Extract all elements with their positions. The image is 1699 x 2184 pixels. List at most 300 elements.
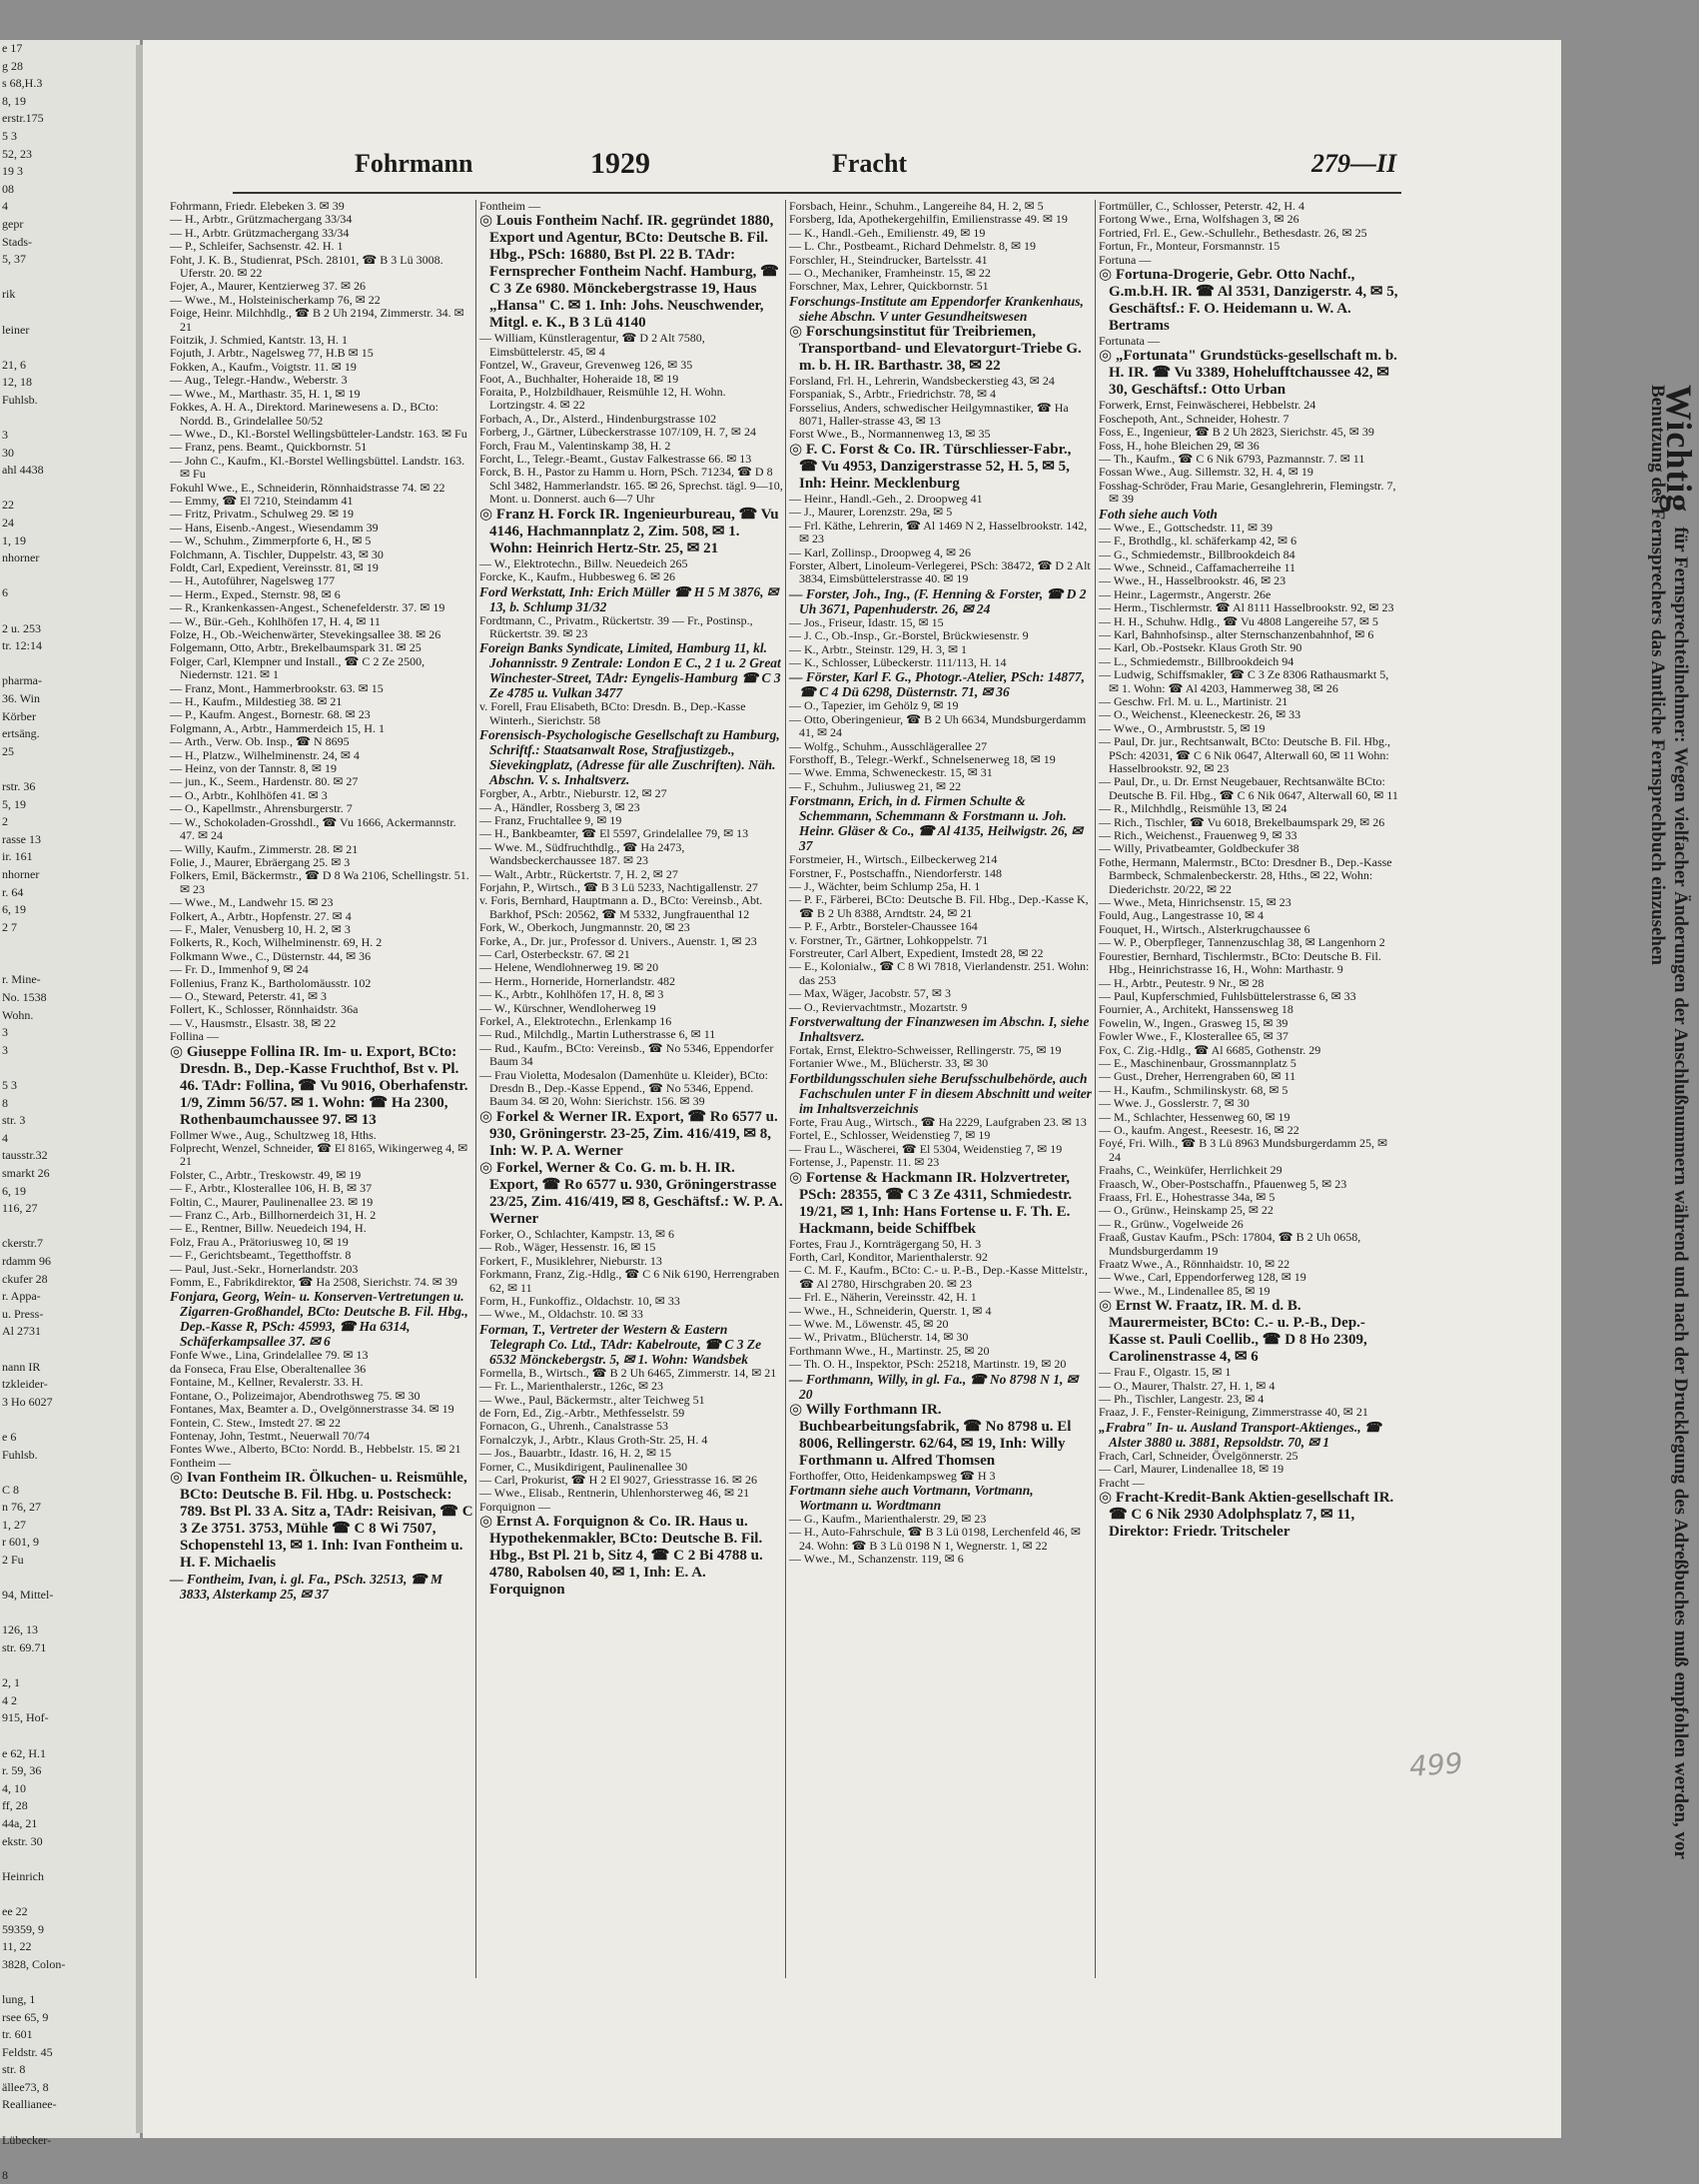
margin-fragment: str. 8 — [2, 2062, 26, 2077]
directory-entry: — Th. O. H., Inspektor, PSch: 25218, Martinstr. 19, ✉ 20 — [789, 1357, 1067, 1372]
directory-entry: — Karl, Zollinsp., Droopweg 4, ✉ 26 — [789, 545, 972, 559]
margin-fragment: 11, 22 — [2, 1939, 32, 1954]
margin-fragment: ee 22 — [2, 1903, 28, 1918]
margin-fragment: leiner — [2, 322, 30, 337]
directory-entry: Forcht, L., Telegr.-Beamt., Gustav Falkestrasse 66. ✉ 13 — [479, 452, 752, 467]
directory-entry: — Rich., Tischler, ☎ Vu 6018, Brekelbaumspark 29, ✉ 26 — [1099, 814, 1385, 829]
directory-entry: — Wwe., Schneid., Caffamacherreihe 11 — [1099, 559, 1296, 574]
directory-entry: — Herm., Exped., Sternstr. 98, ✉ 6 — [170, 586, 341, 601]
margin-fragment: gepr — [2, 216, 24, 231]
margin-fragment: tr. 12:14 — [2, 638, 43, 653]
directory-entry: Fortun, Fr., Monteur, Forsmannstr. 15 — [1099, 239, 1280, 254]
directory-entry: — Willy, Privatbeamter, Goldbeckufer 38 — [1099, 841, 1299, 856]
directory-entry: — Fr. D., Immenhof 9, ✉ 24 — [170, 962, 309, 977]
margin-fragment — [0, 760, 140, 778]
directory-entry: Fornalczyk, J., Arbtr., Klaus Groth-Str. 25, H. 4 — [479, 1432, 708, 1447]
directory-entry: — Geschw. Frl. M. u. L., Martinistr. 21 — [1099, 693, 1288, 708]
directory-entry: — Wwe., Elisab., Rentnerin, Uhlenhorsterweg 46, ✉ 21 — [479, 1486, 750, 1501]
directory-entry: Follenius, Franz K., Bartholomäusstr. 102 — [170, 975, 372, 990]
directory-entry: Forberg, J., Gärtner, Lübeckerstrasse 107/109, H. 7, ✉ 24 — [479, 425, 756, 440]
directory-entry: Fontein, C. Stew., Imstedt 27. ✉ 22 — [170, 1415, 341, 1430]
directory-entry: Fould, Aug., Langestrasse 10, ✉ 4 — [1099, 908, 1265, 923]
directory-entry: Forker, O., Schlachter, Kampstr. 13, ✉ 6 — [479, 1226, 675, 1241]
header-year: 1929 — [590, 147, 650, 180]
directory-entry: — Wwe., E., Gottschedstr. 11, ✉ 39 — [1099, 520, 1274, 535]
directory-entry: Fourestier, Bernhard, Tischlermstr., BCto: Deutsche B. Fil. Hbg., Heinrichstrasse 16, H., Wohn: Marthastr. 9 — [1099, 948, 1381, 977]
margin-fragment: str. 69.71 — [2, 1640, 47, 1655]
margin-fragment: 44a, 21 — [2, 1815, 38, 1830]
column-2 — [479, 200, 783, 1978]
margin-fragment: 5 3 — [2, 128, 17, 143]
directory-entry: Folchmann, A. Tischler, Duppelstr. 43, ✉ 30 — [170, 546, 384, 561]
directory-entry: — Paul, Just.-Sekr., Hornerlandstr. 203 — [170, 1261, 359, 1276]
directory-entry: Fork, W., Oberkoch, Jungmannstr. 20, ✉ 23 — [479, 920, 690, 935]
notice-text-block — [1646, 385, 1699, 1863]
margin-fragment — [0, 954, 140, 972]
directory-entry: — Franz, Mont., Hammerbrookstr. 63. ✉ 15 — [170, 680, 384, 695]
directory-entry: Forschner, Max, Lehrer, Quickbornstr. 51 — [789, 279, 989, 294]
margin-fragment: 22 — [2, 498, 14, 513]
directory-entry: Forstreuter, Carl Albert, Expedient, Imstedt 28, ✉ 22 — [789, 946, 1044, 961]
margin-fragment: r. 64 — [2, 884, 24, 899]
margin-fragment: ckerstr.7 — [2, 1236, 43, 1251]
directory-entry: — Heinz, von der Tannstr. 8, ✉ 19 — [170, 761, 337, 776]
directory-entry: — Paul, Dr. jur., Rechtsanwalt, BCto: Deutsche B. Fil. Hbg., PSch: 42031, ☎ C 6 Nik 0647, Alterwall 60, ✉ 11 Wohn: Hasselbrookstr. 92, ✉ 23 — [1099, 734, 1390, 775]
directory-entry: — Otto, Oberingenieur, ☎ B 2 Uh 6634, Mundsburgerdamm 41, ✉ 24 — [789, 711, 1087, 740]
directory-entry-firm: ◎ Ernst A. Forquignon & Co. IR. Haus u. Hypothekenmakler, BCto: Deutsche B. Fil. Hbg., Bst Pl. 21 b, Sitz 4, ☎ C 2 Bi 4788 u. 4780, Rabolsen 40, ✉ 1, Inh: E. A. Forquignon — [479, 1514, 763, 1599]
directory-entry: — Wwe., M., Landwehr 15. ✉ 23 — [170, 895, 334, 910]
margin-fragment: 19 3 — [2, 164, 23, 179]
margin-fragment: 2 Fu — [2, 1553, 24, 1568]
directory-entry: — J. C., Ob.-Insp., Gr.-Borstel, Brückwiesenstr. 9 — [789, 628, 1029, 643]
directory-entry: Foltin, C., Maurer, Paulinenallee 23. ✉ 19 — [170, 1194, 374, 1209]
directory-entry: Fontheim — — [170, 1455, 232, 1470]
directory-entry: — jun., K., Seem., Hardenstr. 80. ✉ 27 — [170, 774, 359, 789]
directory-entry: Forch, Frau M., Valentinskamp 38, H. 2 — [479, 438, 671, 453]
directory-entry: — Wwe., M., Schanzenstr. 119, ✉ 6 — [789, 1552, 964, 1567]
margin-fragment: rstr. 36 — [2, 778, 36, 793]
directory-entry: — H., Arbtr., Grützmachergang 33/34 — [170, 212, 353, 227]
margin-fragment: Wohn. — [2, 1007, 34, 1022]
directory-entry: Folkers, Emil, Bäckermstr., ☎ D 8 Wa 2106, Schellingstr. 51. ✉ 23 — [170, 868, 469, 896]
directory-entry: Fraaß, Gustav Kaufm., PSch: 17804, ☎ B 2 Uh 0658, Mundsburgerdamm 19 — [1099, 1230, 1361, 1258]
directory-entry: — L. Chr., Postbeamt., Richard Dehmelstr. 8, ✉ 19 — [789, 239, 1037, 254]
directory-entry: — W., Kürschner, Wendloherweg 19 — [479, 1000, 656, 1015]
directory-entry: — Wwe., Meta, Hinrichsenstr. 15, ✉ 23 — [1099, 895, 1291, 910]
margin-fragment: smarkt 26 — [2, 1166, 50, 1180]
directory-entry: — O., Steward, Peterstr. 41, ✉ 3 — [170, 988, 328, 1003]
directory-entry: Forschler, H., Steindrucker, Bartelsstr. 41 — [789, 252, 988, 267]
directory-entry: Form, H., Funkoffiz., Oldachstr. 10, ✉ 33 — [479, 1293, 680, 1308]
directory-entry: Folkmann Wwe., C., Düsternstr. 44, ✉ 36 — [170, 948, 372, 963]
directory-entry-highlight: Forstmann, Erich, in d. Firmen Schulte & Schemmann, Schemmann & Forstmann u. Joh. Heinr. Gläser & Co., ☎ Al 4135, Heilwigstr. 26, ✉ 37 — [789, 793, 1083, 854]
directory-entry: Folger, Carl, Klempner und Install., ☎ C 2 Ze 2500, Niedernstr. 121. ✉ 1 — [170, 653, 425, 682]
directory-entry: Folkerts, R., Koch, Wilhelminenstr. 69, H. 2 — [170, 935, 383, 950]
directory-entry: — Fr. L., Marienthalerstr., 126c, ✉ 23 — [479, 1379, 664, 1394]
directory-entry: Forstner, F., Postschaffn., Niendorferstr. 148 — [789, 865, 1002, 880]
directory-entry: Forck, B. H., Pastor zu Hamm u. Horn, PSch. 71234, ☎ D 8 Schl 3482, Hammerlandstr. 165. ✉ 26, Sprechst. tägl. 9—10, Mont. u. Donnerst. auch 6—7 Uhr — [479, 465, 783, 507]
margin-fragment — [0, 1341, 140, 1359]
directory-entry: Forwerk, Ernst, Feinwäscherei, Hebbelstr. 24 — [1099, 398, 1316, 413]
margin-fragment: ällee73, 8 — [2, 2079, 49, 2094]
directory-entry: Forsselius, Anders, schwedischer Heilgymnastiker, ☎ Ha 8071, Haller-strasse 43, ✉ 13 — [789, 400, 1069, 429]
directory-entry: — K., Arbtr., Kohlhöfen 17, H. 8, ✉ 3 — [479, 987, 664, 1002]
directory-entry: Fouquet, H., Wirtsch., Alsterkrugchaussee 6 — [1099, 921, 1310, 936]
margin-fragment: nann IR — [2, 1359, 41, 1374]
directory-entry: — Wolfg., Schuhm., Ausschlägerallee 27 — [789, 738, 988, 753]
margin-fragment: 5, 19 — [2, 796, 26, 811]
margin-fragment — [0, 269, 140, 287]
margin-fragment — [0, 1605, 140, 1623]
margin-fragment: lung, 1 — [2, 1991, 36, 2006]
directory-entry: — Wwe., M., Lindenallee 85, ✉ 19 — [1099, 1283, 1271, 1298]
directory-entry: Fracht — — [1099, 1475, 1145, 1490]
directory-entry: — Heinr., Handl.-Geh., 2. Droopweg 41 — [789, 491, 983, 506]
margin-fragment — [0, 2149, 140, 2167]
margin-fragment: C 8 — [2, 1482, 20, 1497]
margin-fragment — [0, 339, 140, 357]
directory-page — [143, 40, 1699, 2138]
directory-entry: — M., Schlachter, Hessenweg 60, ✉ 19 — [1099, 1109, 1290, 1124]
directory-entry-firm: ◎ Franz H. Forck IR. Ingenieurbureau, ☎ Vu 4146, Hachmannplatz 2, Zim. 508, ✉ 1. Wohn: Heinrich Hertz-Str. 25, ✉ 21 — [479, 506, 779, 556]
margin-fragment: 8, 19 — [2, 93, 26, 108]
directory-entry: — Frl. Käthe, Lehrerin, ☎ Al 1469 N 2, Hasselbrookstr. 142, ✉ 23 — [789, 518, 1088, 546]
notice-body: für Fernsprechteilnehmer: Wegen vielfacher Änderungen der Anschlußnummern während und nach der Drucklegung des Adreßbuches muß empfohlen werden, vor Benutzung des Fernsprechers das Amtliche Fernsprechbuch einzusehen — [1647, 385, 1691, 1859]
directory-entry: — W., Privatm., Blücherstr. 14, ✉ 30 — [789, 1330, 969, 1345]
column-4 — [1099, 200, 1398, 1978]
margin-fragment: 3 Ho 6027 — [2, 1394, 53, 1409]
directory-entry: Fossan Wwe., Aug. Sillemstr. 32, H. 4, ✉ 19 — [1099, 465, 1313, 480]
directory-entry: Forthoffer, Otto, Heidenkampsweg ☎ H 3 — [789, 1468, 996, 1483]
directory-entry-highlight: Foreign Banks Syndicate, Limited, Hamburg 11, kl. Johannisstr. 9 Zentrale: London E C., 2 1 u. 2 Great Winchester-Street, TAdr: Eyngelis-Hamburg ☎ C 3 Ze 4785 u. Vulkan 3477 — [479, 640, 781, 701]
margin-fragment: n 76, 27 — [2, 1500, 41, 1515]
directory-entry: — F., Maler, Venusberg 10, H. 2, ✉ 3 — [170, 921, 351, 936]
directory-entry: — H., Kaufm., Mildestieg 38. ✉ 21 — [170, 694, 343, 709]
directory-entry: Fonfe Wwe., Lina, Grindelallee 79. ✉ 13 — [170, 1348, 369, 1363]
directory-entry: — F., Arbtr., Klosterallee 106, H. B, ✉ 37 — [170, 1181, 373, 1196]
margin-fragment: 8 — [2, 2167, 8, 2182]
directory-entry: Fortunata — — [1099, 334, 1160, 349]
directory-entry: Forth, Carl, Konditor, Marienthalerstr. 92 — [789, 1249, 988, 1264]
directory-entry: Fokuhl Wwe., E., Schneiderin, Rönnhaidstrasse 74. ✉ 22 — [170, 480, 445, 495]
margin-fragment: 6 — [2, 585, 8, 600]
directory-entry: Fortes, Frau J., Kornträgergang 50, H. 3 — [789, 1236, 982, 1251]
margin-fragment: Reallianee- — [2, 2097, 57, 2112]
directory-entry: — H., Auto-Fahrschule, ☎ B 3 Lü 0198, Lerchenfeld 46, ✉ 24. Wohn: ☎ B 3 Lü 0198 N 1, Wegnerstr. 1, ✉ 22 — [789, 1525, 1081, 1553]
directory-entry-highlight: — Fontheim, Ivan, i. gl. Fa., PSch. 32513, ☎ M 3833, Alsterkamp 25, ✉ 37 — [170, 1572, 442, 1603]
directory-entry: — Wwe., O., Armbruststr. 5, ✉ 19 — [1099, 720, 1266, 735]
directory-entry: Fortried, Frl. E., Gew.-Schullehr., Bethesdastr. 26, ✉ 25 — [1099, 225, 1367, 240]
header-left-keyword: Fohrmann — [355, 149, 473, 178]
margin-fragment: Fuhlsb. — [2, 1447, 38, 1462]
directory-entry: — William, Künstleragentur, ☎ D 2 Alt 7580, Eimsbüttelerstr. 45, ✉ 4 — [479, 331, 705, 359]
directory-entry: v. Forstner, Tr., Gärtner, Lohkoppelstr. 71 — [789, 932, 989, 947]
directory-entry: Fortuna — — [1099, 252, 1152, 267]
directory-entry: — H., Platzw., Wilhelminenstr. 24, ✉ 4 — [170, 747, 360, 762]
directory-entry: — Wwe. J., Gosslerstr. 7, ✉ 30 — [1099, 1096, 1250, 1111]
directory-entry: Folgemann, Otto, Arbtr., Brekelbaumspark 31. ✉ 25 — [170, 640, 422, 655]
directory-entry: — Jos., Friseur, Idastr. 15, ✉ 15 — [789, 614, 944, 629]
directory-entry: — G., Schmiedemstr., Billbrookdeich 84 — [1099, 546, 1295, 561]
directory-entry: Foss, E., Ingenieur, ☎ B 2 Uh 2823, Sierichstr. 45, ✉ 39 — [1099, 425, 1374, 440]
margin-fragment: Stads- — [2, 234, 32, 249]
page-number: 279—II — [1311, 149, 1397, 178]
directory-entry: Fontzel, W., Graveur, Grevenweg 126, ✉ 35 — [479, 358, 693, 373]
directory-entry: Forjahn, P., Wirtsch., ☎ B 3 Lü 5233, Nachtigallenstr. 27 — [479, 879, 758, 894]
directory-entry: — Paul, Dr., u. Dr. Ernst Neugebauer, Rechtsanwälte BCto: Deutsche B. Fil. Hbg., ☎ C 6 Nik 0647, Alterwall 60, ✉ 11 — [1099, 774, 1398, 802]
directory-entry: Fontaine, M., Kellner, Revalerstr. 33. H. — [170, 1375, 364, 1390]
directory-entry: — Hans, Eisenb.-Angest., Wiesendamm 39 — [170, 520, 379, 535]
directory-entry: — E., Maschinenbaur, Grossmannplatz 5 — [1099, 1055, 1296, 1070]
margin-fragment: 08 — [2, 181, 14, 196]
margin-fragment: 3 — [2, 428, 8, 443]
margin-fragment: Körber — [2, 708, 36, 723]
directory-entry: — W., Bür.-Geh., Kohlhöfen 17, H. 4, ✉ 11 — [170, 613, 381, 628]
directory-entry: — Max, Wäger, Jacobstr. 57, ✉ 3 — [789, 986, 951, 1001]
directory-entry-highlight: Forensisch-Psychologische Gesellschaft zu Hamburg, Schriftf.: Staatsanwalt Rose, Strafjustizgeb., Sievekingplatz, (Adresse für alle Zuschriften). Näh. Abschn. V. s. Inhaltsverz. — [479, 727, 780, 788]
directory-entry: — O., Grünw., Heinskamp 25, ✉ 22 — [1099, 1203, 1274, 1218]
directory-entry: — Wwe. Emma, Schweneckestr. 15, ✉ 31 — [789, 765, 993, 780]
header-rule — [233, 192, 1401, 194]
directory-entry: — P. F., Färberei, BCto: Deutsche B. Fil. Hbg., Dep.-Kasse K, ☎ B 2 Uh 8388, Arndtstr. 24, ✉ 21 — [789, 892, 1089, 920]
directory-entry: — K., Arbtr., Steinstr. 129, H. 3, ✉ 1 — [789, 641, 968, 656]
directory-entry-highlight: Forstverwaltung der Finanzwesen im Abschn. I, siehe Inhaltsverz. — [789, 1014, 1090, 1045]
directory-entry: Forbach, A., Dr., Alsterd., Hindenburgstrasse 102 — [479, 411, 717, 426]
directory-entry: — O., Mechaniker, Framheinstr. 15, ✉ 22 — [789, 266, 991, 281]
directory-entry: — Emmy, ☎ El 7210, Steindamm 41 — [170, 493, 354, 508]
directory-entry: — A., Händler, Rossberg 3, ✉ 23 — [479, 799, 640, 814]
directory-entry: — H. H., Schuhw. Hdlg., ☎ Vu 4808 Langereihe 57, ✉ 5 — [1099, 613, 1378, 628]
directory-entry: Foot, A., Buchhalter, Hoheraide 18, ✉ 19 — [479, 371, 679, 386]
directory-entry: — Carl, Prokurist, ☎ H 2 El 9027, Griesstrasse 16. ✉ 26 — [479, 1472, 757, 1487]
directory-entry: — Wwe., Paul, Bäckermstr., alter Teichweg 51 — [479, 1392, 705, 1407]
handwritten-note: 499 — [1407, 1746, 1464, 1783]
margin-fragment: 5, 37 — [2, 252, 26, 267]
directory-entry: Foige, Heinr. Milchhdlg., ☎ B 2 Uh 2194, Zimmerstr. 34. ✉ 21 — [170, 306, 464, 334]
margin-fragment: u. Press- — [2, 1306, 44, 1321]
header-right-keyword: Fracht — [832, 149, 908, 178]
margin-fragment — [0, 1657, 140, 1675]
margin-fragment: str. 3 — [2, 1113, 26, 1128]
directory-entry: — O., Arbtr., Kohlhöfen 41. ✉ 3 — [170, 787, 328, 802]
directory-entry: Fontanes, Max, Beamter a. D., Ovelgönnerstrasse 34. ✉ 19 — [170, 1402, 454, 1417]
margin-fragment: 59359, 9 — [2, 1921, 44, 1936]
directory-entry: Foraita, P., Holzbildhauer, Reismühle 12, H. Wohn. Lortzingstr. 4. ✉ 22 — [479, 385, 726, 413]
margin-fragment: Fuhlsb. — [2, 392, 38, 407]
margin-fragment — [0, 1218, 140, 1236]
directory-entry: — Wwe., M., Oldachstr. 10. ✉ 33 — [479, 1307, 643, 1322]
margin-fragment: 1, 27 — [2, 1517, 26, 1532]
directory-entry: Fontes Wwe., Alberto, BCto: Nordd. B., Hebbelstr. 15. ✉ 21 — [170, 1442, 461, 1457]
margin-fragment: ekstr. 30 — [2, 1833, 43, 1848]
directory-entry: Fowelin, W., Ingen., Grasweg 15, ✉ 39 — [1099, 1015, 1288, 1030]
directory-entry: — Rich., Weichenst., Frauenweg 9, ✉ 33 — [1099, 828, 1297, 843]
directory-entry: — C. M. F., Kaufm., BCto: C.- u. P.-B., Dep.-Kasse Mittelstr., ☎ Al 2780, Hirschgraben 20. ✉ 23 — [789, 1263, 1089, 1291]
directory-entry: — Frau L., Wäscherei, ☎ El 5304, Weidenstieg 7, ✉ 19 — [789, 1141, 1063, 1156]
margin-fragment — [0, 655, 140, 673]
directory-entry: — Karl, Ob.-Postsekr. Klaus Groth Str. 90 — [1099, 640, 1302, 655]
directory-entry: — L., Schmiedemstr., Billbrookdeich 94 — [1099, 653, 1294, 668]
margin-fragment: No. 1538 — [2, 990, 47, 1005]
directory-entry-firm: ◎ Ivan Fontheim IR. Ölkuchen- u. Reismühle, BCto: Deutsche B. Fil. Hbg. u. Postscheck: 789. Bst Pl. 33 A. Sitz a, TAdr: Reisivan, ☎ C 3 Ze 3751. 3753, Mühle ☎ C 8 Wi 7507, Schopenstehl 13, ✉ 1. Inh: Ivan Fontheim u. H. F. Michaelis — [170, 1470, 473, 1572]
directory-entry: Forte, Frau Aug., Wirtsch., ☎ Ha 2229, Laufgraben 23. ✉ 13 — [789, 1114, 1087, 1129]
directory-entry: Fohrmann, Friedr. Elebeken 3. ✉ 39 — [170, 199, 345, 213]
directory-entry: — O., Reviervachtmstr., Mozartstr. 9 — [789, 999, 968, 1014]
directory-entry: Fornacon, G., Uhrenh., Canalstrasse 53 — [479, 1419, 668, 1434]
directory-entry: — F., Brothdlg., kl. schäferkamp 42, ✉ 6 — [1099, 534, 1297, 548]
directory-entry-highlight: Forschungs-Institute am Eppendorfer Krankenhaus, siehe Abschn. V unter Gesundheitswesen — [789, 293, 1084, 324]
directory-entry-firm: ◎ F. C. Forst & Co. IR. Türschliesser-Fabr., ☎ Vu 4953, Danzigerstrasse 52, H. 5, ✉ 5, Inh: Heinr. Mecklenburg — [789, 441, 1072, 492]
directory-entry: — Ph., Tischler, Langestr. 23, ✉ 4 — [1099, 1392, 1265, 1407]
directory-entry: da Fonseca, Frau Else, Oberaltenallee 36 — [170, 1361, 367, 1376]
margin-fragment: rdamm 96 — [2, 1253, 51, 1268]
directory-entry-highlight: Fortbildungsschulen siehe Berufsschulbehörde, auch Fachschulen unter F in diesem Abschnitt und weiter im Inhaltsverzeichnis — [789, 1070, 1092, 1116]
margin-fragment: 3 — [2, 1025, 8, 1040]
directory-entry: — R., Milchhdlg., Reismühle 13, ✉ 24 — [1099, 801, 1287, 816]
directory-entry: — K., Schlosser, Lübeckerstr. 111/113, H. 14 — [789, 654, 1007, 669]
directory-entry: — G., Kaufm., Marienthalerstr. 29, ✉ 23 — [789, 1511, 987, 1526]
margin-fragment: g 28 — [2, 58, 23, 73]
directory-entry: Forsthoff, B., Telegr.-Werkf., Schnelsenerweg 18, ✉ 19 — [789, 751, 1056, 766]
margin-fragment — [0, 409, 140, 427]
directory-entry: Foitzik, J. Schmied, Kantstr. 13, H. 1 — [170, 333, 348, 348]
column-3 — [789, 200, 1093, 1978]
margin-fragment: tr. 601 — [2, 2027, 33, 2042]
directory-entry: — J., Maurer, Lorenzstr. 29a, ✉ 5 — [789, 505, 953, 520]
margin-fragment: 3 — [2, 1042, 8, 1057]
directory-entry: — Rud., Milchdlg., Martin Lutherstrasse 6, ✉ 11 — [479, 1027, 716, 1042]
margin-fragment: r. Appa- — [2, 1289, 41, 1304]
margin-fragment: nhorner — [2, 550, 40, 565]
directory-entry: — Willy, Kaufm., Zimmerstr. 28. ✉ 21 — [170, 841, 359, 856]
margin-fragment: tzkleider- — [2, 1377, 48, 1392]
directory-entry: Fojer, A., Maurer, Kentzierweg 37. ✉ 26 — [170, 279, 367, 294]
directory-entry: — Frl. E., Näherin, Vereinsstr. 42, H. 1 — [789, 1290, 977, 1305]
margin-fragment: 4 — [2, 1130, 8, 1145]
margin-fragment — [0, 1885, 140, 1903]
directory-entry: — Wwe., D., Kl.-Borstel Wellingsbütteler-Landstr. 163. ✉ Fu — [170, 426, 467, 441]
margin-fragment: 21, 6 — [2, 357, 26, 372]
margin-fragment: Heinrich — [2, 1868, 44, 1883]
directory-entry-highlight: — Forster, Joh., Ing., (F. Henning & Forster, ☎ D 2 Uh 3671, Papenhuderstr. 26, ✉ 24 — [789, 585, 1087, 616]
margin-fragment — [0, 304, 140, 322]
directory-entry: Forstmeier, H., Wirtsch., Eilbeckerweg 214 — [789, 852, 998, 867]
directory-entry: de Forn, Ed., Zig.-Arbtr., Methfesselstr. 59 — [479, 1405, 685, 1420]
directory-entry: Follina — — [170, 1029, 220, 1044]
directory-entry: Fox, C. Zig.-Hdlg., ☎ Al 6685, Gothenstr. 29 — [1099, 1042, 1321, 1057]
margin-fragment: 2 — [2, 814, 8, 829]
margin-fragment: ff, 28 — [2, 1798, 28, 1813]
directory-entry: — Wwe., H., Schneiderin, Querstr. 1, ✉ 4 — [789, 1303, 992, 1318]
margin-fragment — [0, 567, 140, 585]
margin-fragment: ertsäng. — [2, 726, 40, 741]
margin-fragment: Feldstr. 45 — [2, 2044, 53, 2059]
directory-entry: Formella, B., Wirtsch., ☎ B 2 Uh 6465, Zimmerstr. 14, ✉ 21 — [479, 1365, 777, 1380]
directory-entry: — H., Arbtr., Peutestr. 9 Nr., ✉ 28 — [1099, 975, 1265, 990]
directory-entry: Frach, Carl, Schneider, Övelgönnerstr. 25 — [1099, 1448, 1298, 1463]
margin-fragment — [0, 936, 140, 954]
directory-entry-firm: ◎ Fortense & Hackmann IR. Holzvertreter, PSch: 28355, ☎ C 3 Ze 4311, Schmiedestr. 19/21, ✉ 1, Inh: Hans Fortense u. F. Th. E. Hackmann, beide Schiffbek — [789, 1169, 1073, 1237]
margin-fragment: erstr.175 — [2, 111, 44, 126]
margin-fragment: 6, 19 — [2, 1183, 26, 1198]
directory-entry: — O., Tapezier, im Gehölz 9, ✉ 19 — [789, 698, 959, 713]
margin-fragment: r. 59, 36 — [2, 1763, 42, 1778]
page-header — [143, 140, 1401, 188]
directory-entry-firm: ◎ Giuseppe Follina IR. Im- u. Export, BCto: Dresdn. B., Dep.-Kasse Fruchthof, Bst v. Pl. 46. TAdr: Follina, ☎ Vu 9016, Oberhafenstr. 1/9, Zimm 56/57. ✉ 1. Wohn: ☎ Ha 2300, Rothenbaumchaussee 97. ✉ 13 — [170, 1043, 468, 1128]
directory-entry: — F., Gerichtsbeamt., Tegetthoffstr. 8 — [170, 1248, 352, 1263]
margin-fragment: 4 — [2, 199, 8, 214]
directory-entry: — W. P., Oberpfleger, Tannenzuschlag 38, ✉ Langenhorn 2 — [1099, 935, 1385, 950]
directory-entry: — W., Schuhm., Zimmerpforte 6, H., ✉ 5 — [170, 534, 372, 548]
directory-entry: — Franz C., Arb., Billhornerdeich 31, H. 2 — [170, 1208, 377, 1223]
margin-fragment — [0, 1727, 140, 1745]
column-divider — [785, 200, 786, 1978]
margin-fragment: rik — [2, 287, 16, 302]
directory-entry: — V., Hausmstr., Elsastr. 38, ✉ 22 — [170, 1015, 337, 1030]
directory-entry: — K., Handl.-Geh., Emilienstr. 49, ✉ 19 — [789, 225, 986, 240]
directory-entry-highlight: Ford Werkstatt, Inh: Erich Müller ☎ H 5 M 3876, ✉ 13, b. Schlump 31/32 — [479, 583, 779, 614]
directory-entry: — W., Schokoladen-Grosshdl., ☎ Vu 1666, Ackermannstr. 47. ✉ 24 — [170, 814, 456, 843]
directory-entry: Forgber, A., Arbtr., Nieburstr. 12, ✉ 27 — [479, 786, 667, 801]
directory-entry: — Jos., Bauarbtr., Idastr. 16, H. 2, ✉ 15 — [479, 1446, 672, 1461]
directory-entry: Fortong Wwe., Erna, Wolfshagen 3, ✉ 26 — [1099, 212, 1299, 227]
margin-fragment: ir. 161 — [2, 849, 33, 864]
directory-entry: Fortel, E., Schlosser, Weidenstieg 7, ✉ 19 — [789, 1128, 991, 1143]
directory-entry: Fraass, Frl. E., Hohestrasse 34a, ✉ 5 — [1099, 1190, 1275, 1204]
directory-entry: Foht, J. K. B., Studienrat, PSch. 28101, ☎ B 3 Lü 3008. Uferstr. 20. ✉ 22 — [170, 252, 443, 281]
directory-entry: Fontenay, John, Testmt., Neuerwall 70/74 — [170, 1428, 371, 1443]
margin-fragment: 30 — [2, 445, 14, 460]
directory-entry-firm: ◎ Fracht-Kredit-Bank Aktien-gesellschaft IR. ☎ C 6 Nik 2930 Adolphsplatz 7, ✉ 11, Direktor: Friedr. Tritscheler — [1099, 1490, 1394, 1541]
directory-entry-firm: ◎ Willy Forthmann IR. Buchbearbeitungsfabrik, ☎ No 8798 u. El 8006, Rellingerstr. 62/64, ✉ 19, Inh: Willy Forthmann u. Alfred Thomsen — [789, 1401, 1072, 1469]
margin-fragment: 12, 18 — [2, 375, 32, 390]
directory-entry: Fortak, Ernst, Elektro-Schweisser, Rellingerstr. 75, ✉ 19 — [789, 1043, 1062, 1058]
directory-entry-firm: ◎ Forschungsinstitut für Treibriemen, Transportband- und Elevatorgurt-Triebe G. m. b. H. IR. Barthastr. 38, ✉ 22 — [789, 323, 1082, 374]
directory-entry: Forkert, F., Musiklehrer, Nieburstr. 13 — [479, 1253, 662, 1268]
directory-entry: — O., Maurer, Thalstr. 27, H. 1, ✉ 4 — [1099, 1378, 1275, 1393]
margin-fragment: e 17 — [2, 41, 23, 55]
directory-entry: — Frau F., Olgastr. 15, ✉ 1 — [1099, 1365, 1232, 1380]
margin-fragment: 94, Mittel- — [2, 1588, 54, 1603]
directory-entry: Fordtmann, C., Privatm., Rückertstr. 39 — Fr., Postinsp., Rückertstr. 39. ✉ 23 — [479, 612, 753, 640]
directory-entry: Forkel, A., Elektrotechn., Erlenkamp 16 — [479, 1014, 672, 1029]
directory-entry: Folster, C., Arbtr., Treskowstr. 49, ✉ 19 — [170, 1167, 362, 1182]
column-1 — [170, 200, 473, 1978]
directory-entry: Foschepoth, Ant., Schneider, Hohestr. 7 — [1099, 411, 1289, 426]
directory-entry-firm: ◎ Louis Fontheim Nachf. IR. gegründet 1880, Export und Agentur, BCto: Deutsche B. Fil. Hbg., PSch: 16880, Bst Pl. 22 B. TAdr: Fernsprecher Fontheim Nachf. Hamburg, ☎ C 3 Ze 6980. Mönckebergstrasse 19, Haus „Hansa" C. ✉ 1. Inh: Johs. Neuschwender, Mitgl. e. K., B 3 Lü 4140 — [479, 213, 779, 332]
previous-page-margin — [0, 40, 140, 2182]
directory-entry: — Helene, Wendlohnerweg 19. ✉ 20 — [479, 960, 659, 975]
margin-fragment: 25 — [2, 743, 14, 758]
directory-entry: — Walt., Arbtr., Rückertstr. 7, H. 2, ✉ 27 — [479, 866, 678, 881]
directory-entry: Forkmann, Franz, Zig.-Hdlg., ☎ C 6 Nik 6190, Herrengraben 62, ✉ 11 — [479, 1267, 780, 1295]
directory-entry: Forst Wwe., B., Normannenweg 13, ✉ 35 — [789, 427, 991, 442]
directory-entry: Fontheim — — [479, 199, 541, 213]
margin-fragment — [0, 480, 140, 498]
directory-entry: Forthmann Wwe., H., Martinstr. 25, ✉ 20 — [789, 1343, 990, 1358]
directory-entry: Forquignon — — [479, 1499, 551, 1514]
margin-fragment: ahl 4438 — [2, 463, 44, 478]
directory-entry: Folz, Frau A., Prätoriusweg 10, ✉ 19 — [170, 1234, 349, 1249]
directory-entry: — F., Schuhm., Juliusweg 21, ✉ 22 — [789, 778, 962, 793]
directory-entry: — Ludwig, Schiffsmakler, ☎ C 3 Ze 8306 Rathausmarkt 5, ✉ 1. Wohn: ☎ Al 4203, Hammerweg 38, ✉ 26 — [1099, 667, 1389, 695]
margin-fragment: rasse 13 — [2, 831, 41, 846]
directory-entry: Forster, Albert, Linoleum-Verlegerei, PSch: 38472, ☎ D 2 Alt 3834, Eimsbüttelerstrasse 40. ✉ 19 — [789, 557, 1091, 586]
column-divider — [1095, 200, 1096, 1978]
directory-entry: Folze, H., Ob.-Weichenwärter, Stevekingsallee 38. ✉ 26 — [170, 627, 441, 641]
directory-entry: — Wwe., H., Hasselbrookstr. 46, ✉ 23 — [1099, 573, 1286, 588]
directory-entry: Fosshag-Schröder, Frau Marie, Gesanglehrerin, Flemingstr. 7, ✉ 39 — [1099, 478, 1396, 507]
